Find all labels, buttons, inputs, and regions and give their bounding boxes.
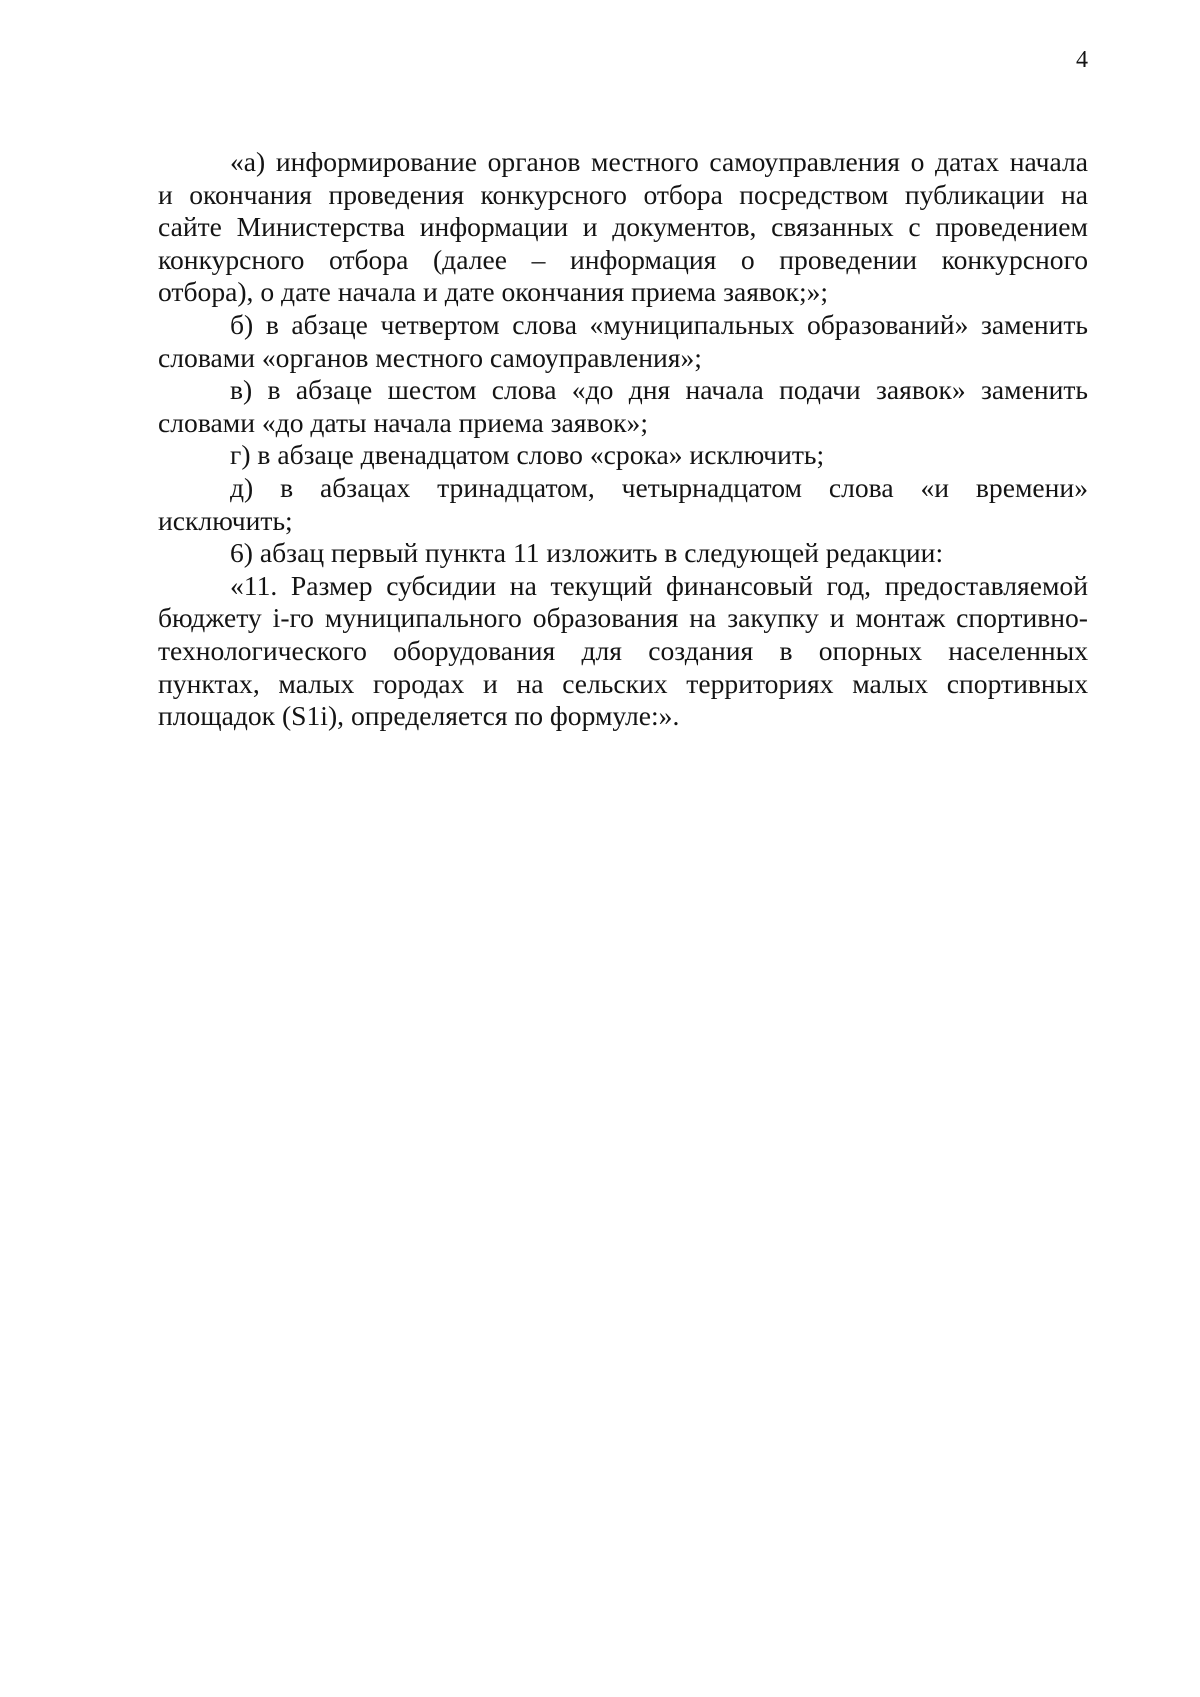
text-line: словами «до даты начала приема заявок»; [158,406,648,438]
paragraph-g-twelfth-abzac [158,439,1088,472]
text-line: и окончания проведения конкурсного отбора посредством публикации на [158,178,1088,210]
text-line: «11. Размер субсидии на текущий финансовый год, предоставляемой [230,569,1088,601]
text-line: г) в абзаце двенадцатом слово «срока» исключить; [230,439,825,471]
text-line: в) в абзаце шестом слова «до дня начала подачи заявок» заменить [230,374,1088,406]
text-line: исключить; [158,504,293,536]
paragraph-6-point-11 [158,537,1088,570]
text-line: д) в абзацах тринадцатом, четырнадцатом слова «и времени» [230,471,1088,503]
text-line: сайте Министерства информации и документов, связанных с проведением [158,211,1088,243]
text-line: площадок (S1i), определяется по формуле:». [158,700,680,732]
paragraph-d-thirteenth-abzac [158,472,1088,537]
text-line: бюджету i-го муниципального образования на закупку и монтаж спортивно- [158,602,1088,634]
paragraph-b-fourth-abzac [158,309,1088,374]
text-line: словами «органов местного самоуправления»; [158,341,702,373]
text-line: отбора), о дате начала и дате окончания приема заявок;»; [158,276,829,308]
text-line: «а) информирование органов местного самоуправления о датах начала [230,146,1088,177]
paragraph-11-subsidy-size [158,570,1088,733]
text-line: пунктах, малых городах и на сельских территориях малых спортивных [158,667,1088,699]
text-line: б) в абзаце четвертом слова «муниципальных образований» заменить [230,308,1088,340]
text-line: технологического оборудования для создания в опорных населенных [158,634,1088,666]
paragraph-a-informing [158,146,1088,309]
text-line: конкурсного отбора (далее – информация о проведении конкурсного [158,243,1088,275]
paragraph-v-sixth-abzac [158,374,1088,439]
text-line: 6) абзац первый пункта 11 изложить в следующей редакции: [230,537,944,569]
page-number: 4 [1076,47,1088,73]
document-body [158,146,1088,733]
